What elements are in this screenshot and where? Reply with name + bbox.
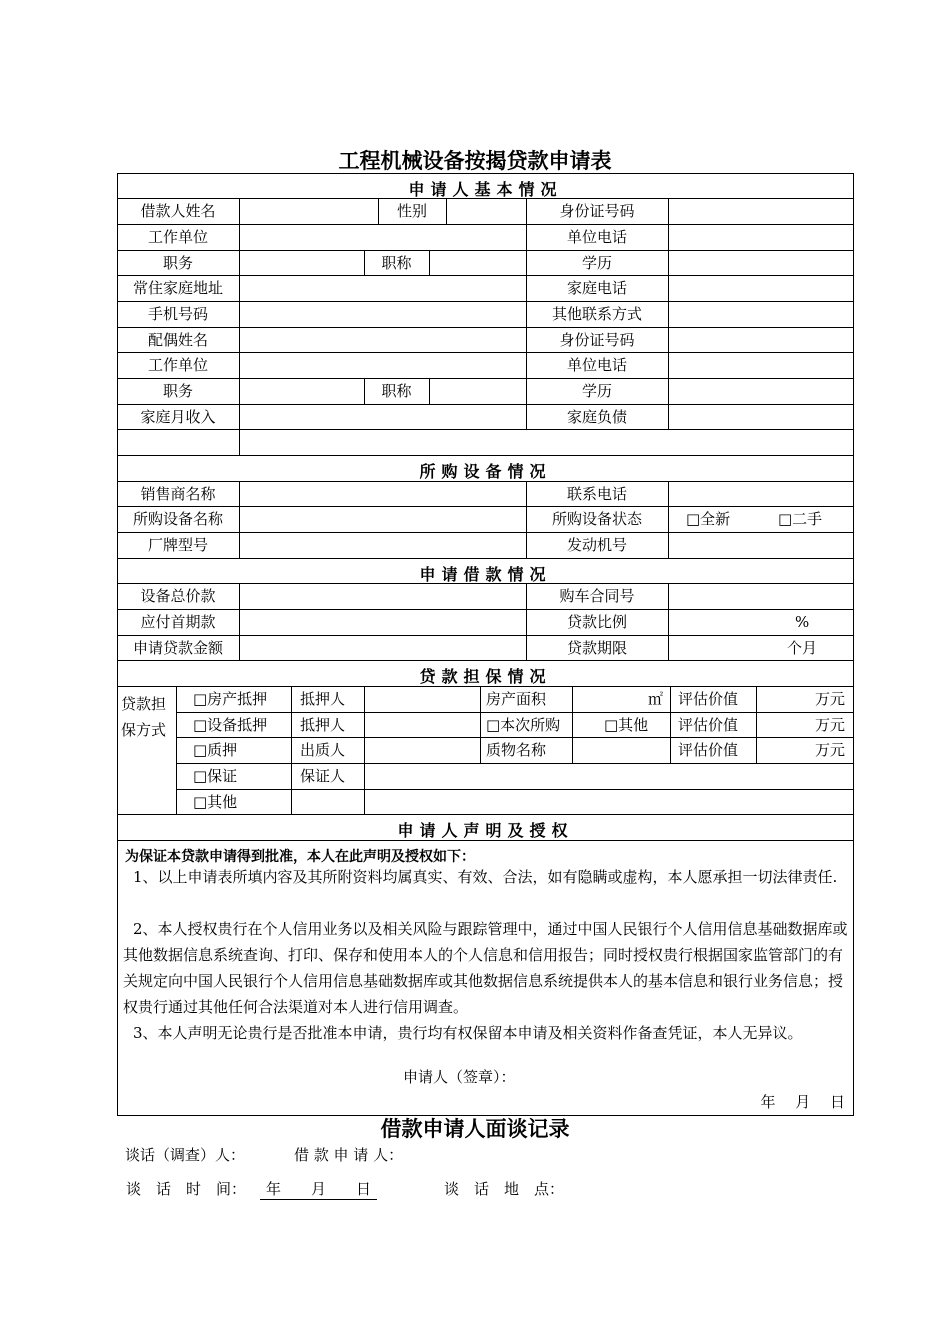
interview-time-date: 年 月 日 (260, 1178, 377, 1200)
label-borrower-name: 借款人姓名 (140, 202, 216, 220)
unit-wan-1: 万元 (814, 690, 845, 708)
input-gender[interactable] (447, 199, 526, 224)
input-mobile[interactable] (240, 302, 526, 327)
checkbox-new[interactable]: □全新 (686, 510, 731, 528)
label-eval-value-3: 评估价值 (678, 741, 739, 759)
input-other-guarantee[interactable] (365, 790, 853, 814)
section-loan: 申请借款情况 (419, 565, 552, 584)
label-mobile: 手机号码 (147, 305, 208, 323)
input-employer[interactable] (240, 225, 526, 250)
label-position: 职务 (162, 254, 193, 272)
input-contact-phone[interactable] (669, 482, 853, 506)
application-form-table (117, 173, 854, 1116)
label-loan-ratio: 贷款比例 (566, 613, 627, 631)
input-engine-number[interactable] (669, 533, 853, 558)
input-contract-number[interactable] (669, 584, 853, 609)
input-family-debt[interactable] (669, 405, 853, 429)
month-unit: 个月 (787, 639, 818, 657)
unit-wan-2: 万元 (814, 716, 845, 734)
label-house-area: 房产面积 (486, 690, 547, 708)
input-loan-ratio[interactable] (669, 610, 853, 635)
unit-wan-3: 万元 (814, 741, 845, 759)
input-other-contact[interactable] (669, 302, 853, 327)
declaration-intro: 为保证本贷款申请得到批准，本人在此声明及授权如下： (125, 849, 475, 865)
checkbox-house-mortgage[interactable]: □房产抵押 (193, 690, 268, 708)
input-education[interactable] (669, 251, 853, 275)
input-borrower-name[interactable] (240, 199, 378, 224)
label-address: 常住家庭地址 (132, 279, 223, 297)
label-total-price: 设备总价款 (140, 587, 216, 605)
input-pledgor[interactable] (365, 738, 480, 763)
input-address[interactable] (240, 276, 526, 301)
input-mortgagor-equipment[interactable] (365, 713, 480, 737)
checkbox-other[interactable]: □其他 (193, 793, 238, 811)
area-unit: ㎡ (647, 690, 663, 708)
input-position[interactable] (240, 251, 364, 275)
section-applicant: 申请人基本情况 (408, 180, 563, 199)
section-equipment: 所购设备情况 (419, 462, 552, 481)
label-home-phone: 家庭电话 (566, 279, 627, 297)
label-loan-term: 贷款期限 (566, 639, 627, 657)
label-spouse-rank: 职称 (381, 382, 412, 400)
input-equipment-name[interactable] (240, 507, 526, 532)
signature-date: 年 月 日 (760, 1093, 845, 1111)
label-pledgor: 出质人 (300, 741, 346, 759)
label-family-debt: 家庭负债 (566, 408, 627, 426)
section-guarantee: 贷款担保情况 (419, 667, 552, 686)
input-spouse-position[interactable] (240, 379, 364, 404)
input-loan-term[interactable] (669, 636, 853, 660)
label-brand-model: 厂牌型号 (147, 536, 208, 554)
label-spouse-id: 身份证号码 (559, 331, 635, 349)
label-equipment-status: 所购设备状态 (551, 510, 642, 528)
label-guarantee-method: 贷款担保方式 (121, 695, 167, 739)
form-title: 工程机械设备按揭贷款申请表 (338, 149, 612, 173)
input-spouse-name[interactable] (240, 328, 526, 352)
interview-time-value[interactable] (260, 1178, 377, 1200)
checkbox-other-equipment[interactable]: □其他 (604, 716, 649, 734)
label-family-income: 家庭月收入 (140, 408, 216, 426)
label-education: 学历 (581, 254, 612, 272)
label-dealer: 销售商名称 (140, 485, 216, 503)
checkbox-used[interactable]: □二手 (778, 510, 823, 528)
checkbox-guarantee[interactable]: □保证 (193, 767, 238, 785)
declaration-clause-3: 3、本人声明无论贵行是否批准本申请，贵行均有权保留本申请及相关资料作备查凭证，本人无异议。 (133, 1024, 803, 1042)
label-contact-phone: 联系电话 (566, 485, 627, 503)
input-family-income[interactable] (240, 405, 526, 429)
label-work-phone: 单位电话 (566, 228, 627, 246)
input-spouse-work-phone[interactable] (669, 353, 853, 378)
interviewer-label: 谈话（调查）人： (125, 1146, 246, 1164)
label-pledge-item: 质物名称 (486, 741, 547, 759)
label-id-number: 身份证号码 (559, 202, 635, 220)
label-other-contact: 其他联系方式 (551, 305, 642, 323)
interview-place-label: 谈 话 地 点： (444, 1180, 565, 1198)
label-engine-number: 发动机号 (566, 536, 627, 554)
input-spouse-education[interactable] (669, 379, 853, 404)
input-loan-amount[interactable] (240, 636, 526, 660)
label-spouse-work-phone: 单位电话 (566, 356, 627, 374)
signature-label: 申请人（签章）： (403, 1068, 516, 1086)
input-spouse-id[interactable] (669, 328, 853, 352)
input-spouse-employer[interactable] (240, 353, 526, 378)
input-home-phone[interactable] (669, 276, 853, 301)
input-id-number[interactable] (669, 199, 853, 224)
checkbox-equipment-mortgage[interactable]: □设备抵押 (193, 716, 268, 734)
label-mortgagor-house: 抵押人 (300, 690, 346, 708)
label-gender: 性别 (396, 202, 427, 220)
label-contract-number: 购车合同号 (559, 587, 635, 605)
interview-title: 借款申请人面谈记录 (380, 1117, 570, 1141)
label-guarantor: 保证人 (300, 767, 346, 785)
input-spouse-rank[interactable] (430, 379, 526, 404)
label-spouse-employer: 工作单位 (147, 356, 208, 374)
label-loan-amount: 申请贷款金额 (132, 639, 223, 657)
input-mortgagor-house[interactable] (365, 687, 480, 712)
label-spouse-name: 配偶姓名 (147, 331, 208, 349)
input-total-price[interactable] (240, 584, 526, 609)
input-work-phone[interactable] (669, 225, 853, 250)
input-down-payment[interactable] (240, 610, 526, 635)
label-employer: 工作单位 (147, 228, 208, 246)
label-eval-value-2: 评估价值 (678, 716, 739, 734)
percent-unit: % (795, 613, 810, 631)
borrower-label: 借 款 申 请 人： (294, 1146, 404, 1164)
declaration-clause-2: 2、本人授权贵行在个人信用业务以及相关风险与跟踪管理中，通过中国人民银行个人信用信息基础数据库或其他数据信息系统查询、打印、保存和使用本人的个人信息和信用报告；同时授权贵行根据国家监管部门的有关规定向中国人民银行个人信用信息基础数据库或其他数据信息系统提供本人的基本信息和银行业务信息；授权贵行通过其他任何合法渠道对本人进行信用调查。 (123, 920, 848, 1016)
input-pledge-item[interactable] (573, 738, 670, 763)
section-declaration: 申请人声明及授权 (397, 821, 574, 840)
checkbox-this-purchase[interactable]: □本次所购 (486, 716, 561, 734)
declaration-clause-1: 1、以上申请表所填内容及其所附资料均属真实、有效、合法，如有隐瞒或虚构，本人愿承担一切法律责任. (133, 868, 838, 886)
label-spouse-position: 职务 (162, 382, 193, 400)
checkbox-pledge[interactable]: □质押 (193, 741, 238, 759)
label-down-payment: 应付首期款 (140, 613, 216, 631)
input-dealer[interactable] (240, 482, 526, 506)
label-eval-value-1: 评估价值 (678, 690, 739, 708)
input-blank-row[interactable] (240, 430, 853, 455)
label-mortgagor-equipment: 抵押人 (300, 716, 346, 734)
label-rank: 职称 (381, 254, 412, 272)
interview-time-label: 谈 话 时 间： (126, 1180, 247, 1198)
input-rank[interactable] (430, 251, 526, 275)
label-equipment-name: 所购设备名称 (132, 510, 223, 528)
label-spouse-education: 学历 (581, 382, 612, 400)
input-brand-model[interactable] (240, 533, 526, 558)
input-guarantor[interactable] (365, 764, 853, 789)
